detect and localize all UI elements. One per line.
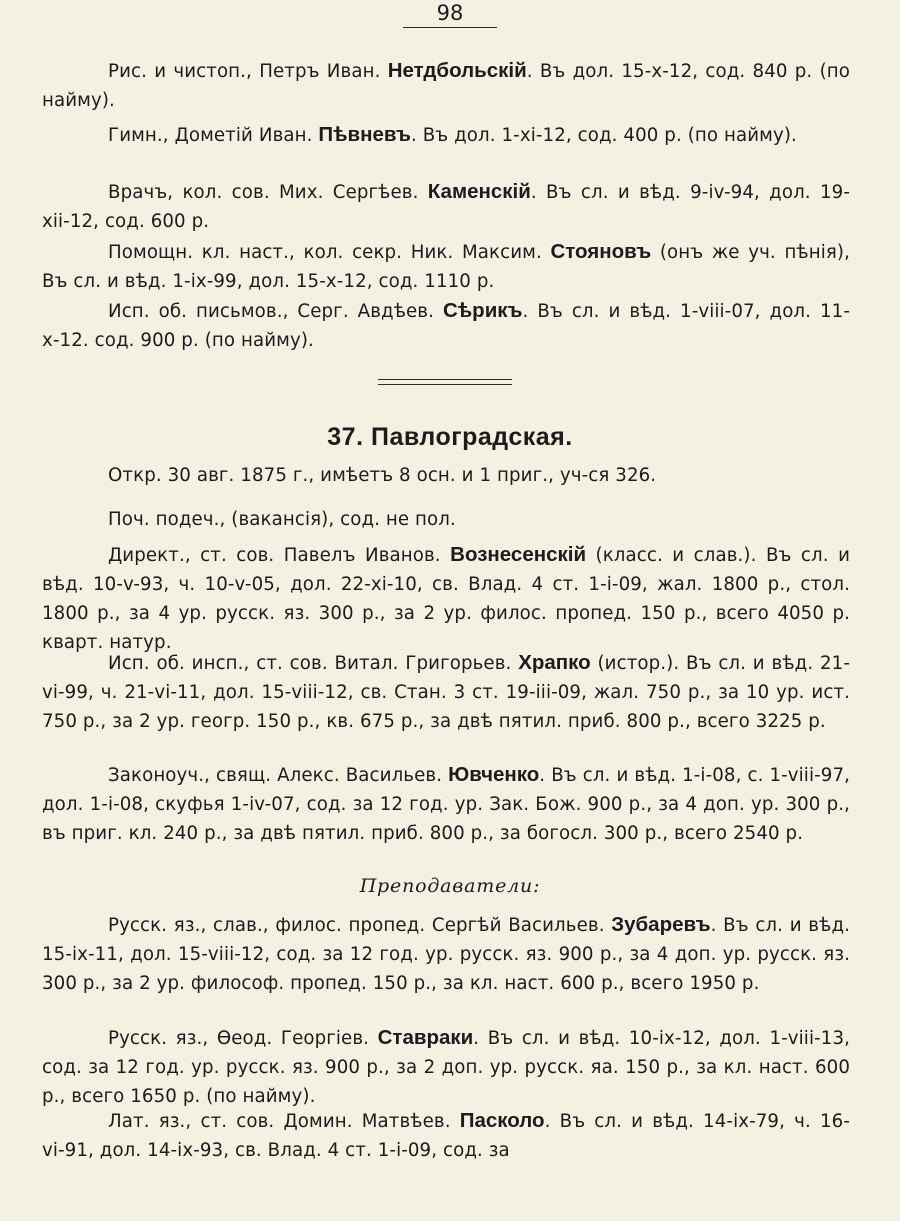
entry-text: Исп. об. инсп., ст. сов. Витал. Григорьев. [108,653,519,674]
person-name: Зубаревъ [611,913,711,936]
entry-details: . Въ сл. и вѣд. 14-іх-79, ч. 16-vі-91, дол. 14-іх-93, св. Влад. 4 ст. 1-і-09, сод. за [42,1111,850,1161]
page-number: 98 [436,1,464,25]
staff-entry [42,540,850,657]
person-name: Пѣвневъ [318,123,411,146]
entry-details: . Въ сл. и вѣд. 9-іv-94, дол. 19-хіі-12, сод. 600 р. [42,182,850,232]
entry-details: . Въ сл. и вѣд. 1-і-08, с. 1-vііі-97, дол. 1-і-08, скуфья 1-іv-07, сод. за 12 год. ур. Зак. Бож. 900 р., за 4 доп. ур. 300 р., въ приг. кл. 240 р., за двѣ пятил. приб. 800 р., за богосл. 300 р., всего 2540 р. [42,765,850,844]
staff-entry [42,237,850,296]
entry-text: Законоуч., свящ. Алекс. Васильев. [108,765,449,786]
person-name: Стояновъ [550,240,652,263]
person-name: Нетдбольскій [387,59,527,82]
entry-text: Русск. яз., слав., филос. пропед. Сергѣй Васильев. [108,915,612,936]
teacher-entry [42,910,850,998]
staff-entry [42,177,850,236]
entry-text: Лат. яз., ст. сов. Домин. Матвѣев. [108,1111,460,1132]
entry-text: Поч. подеч., (вакансія), сод. не пол. [108,509,456,530]
person-name: Ставраки [377,1026,474,1049]
entry-details: . Въ сл. и вѣд. 15-іх-11, дол. 15-vііі-12, сод. за 12 год. ур. русск. яз. 900 р., за 4 доп. ур. русск. яз. 300 р., за 2 ур. философ. пропед. 150 р., за кл. наст. 600 р., всего 1950 р. [42,915,850,994]
entry-text: Рис. и чистоп., Петръ Иван. [108,61,388,82]
entry-details: . Въ дол. 1-хі-12, сод. 400 р. (по найму). [410,125,797,146]
person-name: Сѣрикъ [442,299,523,322]
entry-text: Исп. об. письмов., Серг. Авдѣев. [108,301,443,322]
entry-details: . Въ сл. и вѣд. 10-іх-12, дол. 1-vііі-13, сод. за 12 год. ур. русск. яз. 900 р., за 2 доп. ур. русск. яа. 150 р., за кл. наст. 600 р., всего 1650 р. (по найму). [42,1028,850,1107]
entry-text: Директ., ст. сов. Павелъ Иванов. [108,545,451,566]
header-rule [403,27,497,28]
section-divider [378,379,512,385]
staff-entry [42,648,850,736]
person-name: Вознесенскій [450,543,587,566]
staff-entry [42,120,850,150]
subheading-teachers: Преподаватели: [359,875,541,897]
entry-details: (онъ же уч. пѣнія), Въ сл. и вѣд. 1-іх-99, дол. 15-х-12, сод. 1110 р. [42,242,851,292]
entry-details: (класс. и слав.). Въ сл. и вѣд. 10-v-93, ч. 10-v-05, дол. 22-хі-10, св. Влад. 4 ст. 1-і-09, жал. 1800 р., стол. 1800 р., за 4 ур. русск. яз. 300 р., за 2 ур. филос. пропед. 150 р., всего 4050 р. кварт. натур. [42,545,851,653]
teacher-entry [42,1023,850,1111]
school-info [42,505,850,534]
entry-text: Русск. яз., Ѳеод. Георгіев. [108,1028,378,1049]
entry-text: Откр. 30 авг. 1875 г., имѣетъ 8 осн. и 1 приг., уч-ся 326. [108,465,657,486]
staff-entry [42,760,850,848]
entry-text: Гимн., Дометій Иван. [108,125,319,146]
staff-entry [42,56,850,115]
teacher-entry [42,1106,850,1165]
person-name: Ювченко [448,763,540,786]
entry-text: Врачъ, кол. сов. Мих. Сергѣев. [108,182,428,203]
person-name: Каменскій [427,180,531,203]
entry-details: (истор.). Въ сл. и вѣд. 21-vі-99, ч. 21-vі-11, дол. 15-vііі-12, св. Стан. 3 ст. 19-ііі-09, жал. 750 р., за 10 ур. ист. 750 р., за 2 ур. геогр. 150 р., кв. 675 р., за двѣ пятил. приб. 800 р., всего 3225 р. [42,653,851,732]
entry-details: . Въ сл. и вѣд. 1-vііі-07, дол. 11-х-12. сод. 900 р. (по найму). [42,301,850,351]
person-name: Пасколо [459,1109,545,1132]
staff-entry [42,296,850,355]
section-title: 37. Павлоградская. [327,423,573,451]
school-info [42,461,850,490]
entry-details: . Въ дол. 15-х-12, сод. 840 р. (по найму). [42,61,850,111]
entry-text: Помощн. кл. наст., кол. секр. Ник. Максим. [108,242,551,263]
person-name: Храпко [518,651,591,674]
